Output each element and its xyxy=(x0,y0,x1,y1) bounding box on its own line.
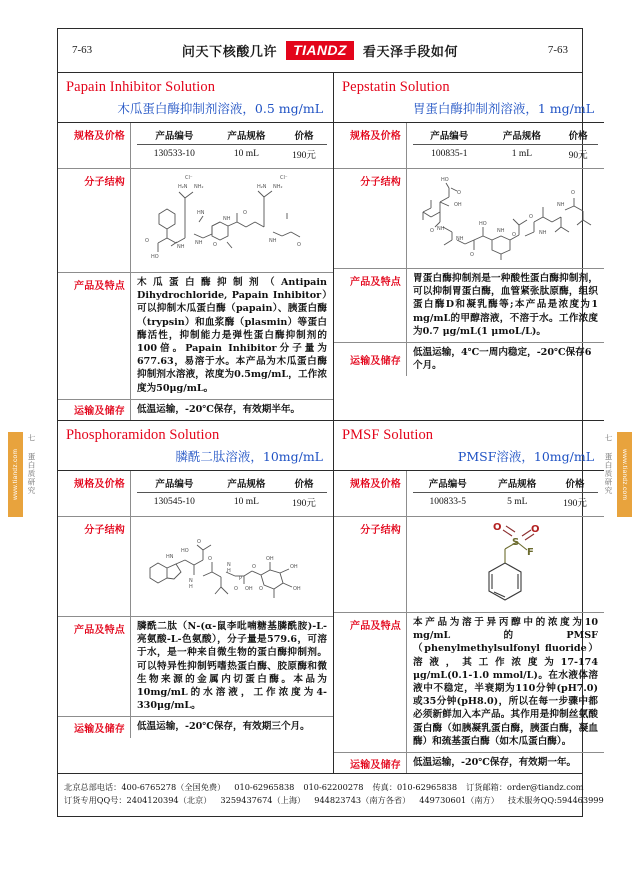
col-size: 产品规格 xyxy=(483,475,553,493)
product-title: Phosphoramidon Solution xyxy=(66,427,220,444)
product-subtitle: 木瓜蛋白酶抑制剂溶液，0.5 mg/mL xyxy=(117,101,323,116)
row-label-spec-price: 规格及价格 xyxy=(74,131,125,142)
footer-qq-shanghai: 3259437674（上海） xyxy=(220,795,306,805)
product-subtitle: 胃蛋白酶抑制剂溶液，1 mg/mL xyxy=(412,101,594,116)
product-panel xyxy=(58,421,334,773)
product-panel xyxy=(58,73,334,421)
features-row xyxy=(58,273,333,400)
cell-code: 130545-10 xyxy=(153,497,195,508)
svg-text:N: N xyxy=(226,562,231,569)
cell-price: 190元 xyxy=(292,151,316,161)
features-row xyxy=(334,269,604,343)
svg-text:HO: HO xyxy=(441,177,449,183)
svg-text:S: S xyxy=(511,537,519,549)
row-label-shipping: 运输及储存 xyxy=(350,759,401,771)
shipping-row xyxy=(58,400,333,420)
margin-section-label-right: 七 蛋白质研究 xyxy=(604,434,613,495)
svg-text:HN: HN xyxy=(197,210,205,216)
svg-text:H₂N: H₂N xyxy=(257,184,267,190)
structure-row xyxy=(334,169,604,269)
svg-text:NH: NH xyxy=(269,238,277,244)
margin-url-left: www.tiandz.com xyxy=(12,448,19,501)
svg-text:O: O xyxy=(492,522,502,534)
cell-size: 5 mL xyxy=(507,497,528,508)
svg-text:Cl⁻: Cl⁻ xyxy=(185,175,193,181)
col-price: 价格 xyxy=(281,127,327,145)
table-row xyxy=(137,145,327,163)
svg-text:N: N xyxy=(188,578,193,585)
col-code: 产品编号 xyxy=(413,127,486,145)
product-title: Papain Inhibitor Solution xyxy=(66,79,216,95)
row-label-features: 产品及特点 xyxy=(350,277,401,288)
cell-price: 190元 xyxy=(563,499,587,510)
pmsf-structure xyxy=(413,520,598,608)
page-footer xyxy=(58,773,604,816)
svg-text:H: H xyxy=(188,584,193,591)
svg-text:O: O xyxy=(297,242,301,248)
svg-text:NH: NH xyxy=(539,230,547,236)
price-table xyxy=(137,475,327,510)
svg-text:F: F xyxy=(526,547,534,559)
svg-text:O: O xyxy=(530,524,540,536)
product-shipping: 低温运输，-20℃保存，有效期一年。 xyxy=(413,757,577,769)
svg-text:NH: NH xyxy=(456,236,464,242)
svg-text:O: O xyxy=(233,586,238,593)
svg-text:OH: OH xyxy=(265,556,274,563)
svg-text:NH: NH xyxy=(557,202,565,208)
footer-qq-support: 技术服务QQ:594463999 xyxy=(507,795,604,805)
product-shipping: 低温运输，4℃一周内稳定，-20℃保存6个月。 xyxy=(413,347,592,372)
product-grid xyxy=(58,73,598,773)
product-subtitle: 膦酰二肽溶液，10mg/mL xyxy=(175,449,323,465)
table-row xyxy=(413,493,598,511)
svg-text:O: O xyxy=(251,564,256,571)
row-label-features: 产品及特点 xyxy=(74,625,125,637)
svg-text:NH: NH xyxy=(497,228,505,234)
footer-phone-3: 010-62200278 xyxy=(303,782,364,792)
spec-price-row xyxy=(58,471,333,517)
page-header xyxy=(58,29,582,73)
svg-text:NH₂: NH₂ xyxy=(273,184,283,190)
table-header-row xyxy=(137,127,327,145)
footer-qq-south: 449730601（南方） xyxy=(419,795,499,805)
product-features: 木瓜蛋白酶抑制剂（Antipain Dihydrochloride, Papain Inhibitor）可以抑制木瓜蛋白酶（papain）、胰蛋白酶（trypsin）和血浆酶（plasmin）等蛋白酶活性，抑制能力是弹性蛋白酶抑制剂的100倍。Papain Inhibitor分子量为677.63，易溶于水。本产品为木瓜蛋白酶抑制剂水溶液，浓度为0.5mg/mL，工作浓度为50μg/mL。 xyxy=(137,277,327,394)
product-features: 胃蛋白酶抑制剂是一种酸性蛋白酶抑制剂，可以抑制胃蛋白酶，血管紧张肽原酶，组织蛋白酶D和凝乳酶等;本产品是浓度为1 mg/mL的甲醇溶液，不溶于水。工作浓度为0.7 μg/mL(1 μmoL/L)。 xyxy=(413,273,598,337)
svg-text:HO: HO xyxy=(151,254,159,260)
col-size: 产品规格 xyxy=(212,475,281,493)
margin-url-right: www.tiandz.com xyxy=(621,448,628,501)
svg-text:OH: OH xyxy=(454,202,462,208)
slogan-right: 看天泽手段如何 xyxy=(362,45,459,60)
svg-text:O: O xyxy=(145,238,149,244)
cell-price: 190元 xyxy=(292,499,316,510)
footer-phone-2: 010-62965838 xyxy=(234,782,295,792)
product-subtitle: PMSF溶液，10mg/mL xyxy=(457,449,594,465)
table-header-row xyxy=(137,475,327,493)
svg-text:O: O xyxy=(430,228,434,234)
spec-price-row xyxy=(334,471,604,517)
svg-text:H₂N: H₂N xyxy=(178,184,188,190)
svg-text:P: P xyxy=(238,576,242,583)
svg-text:HN: HN xyxy=(165,554,173,561)
phosphoramidon-structure xyxy=(137,520,327,612)
col-size: 产品规格 xyxy=(486,127,559,145)
cell-size: 1 mL xyxy=(511,149,533,159)
row-label-structure: 分子结构 xyxy=(84,525,125,537)
footer-hq-phone: 北京总部电话：400-6765278（全国免费） xyxy=(64,782,226,792)
row-label-features: 产品及特点 xyxy=(350,621,401,633)
footer-contact-line-2 xyxy=(64,794,604,807)
row-label-structure: 分子结构 xyxy=(360,525,401,537)
svg-text:O: O xyxy=(529,214,533,220)
col-price: 价格 xyxy=(281,475,327,493)
row-label-structure: 分子结构 xyxy=(84,177,125,188)
footer-qq-beijing: 订货专用QQ号：2404120394（北京） xyxy=(64,795,212,805)
svg-text:O: O xyxy=(512,232,516,238)
product-panel xyxy=(334,73,604,421)
svg-text:OH: OH xyxy=(292,586,301,593)
svg-text:OH: OH xyxy=(244,586,253,593)
product-title: Pepstatin Solution xyxy=(342,79,450,95)
price-table xyxy=(413,127,598,162)
svg-text:OH: OH xyxy=(289,564,298,571)
row-label-shipping: 运输及储存 xyxy=(350,356,401,368)
row-label-spec-price: 规格及价格 xyxy=(74,479,125,491)
svg-text:O: O xyxy=(457,190,461,196)
row-label-spec-price: 规格及价格 xyxy=(350,131,401,142)
row-label-features: 产品及特点 xyxy=(74,281,125,292)
pepstatin-structure xyxy=(413,172,598,264)
svg-text:H: H xyxy=(226,568,231,575)
svg-text:HO: HO xyxy=(180,548,189,555)
svg-text:NH: NH xyxy=(223,216,231,222)
row-label-shipping: 运输及储存 xyxy=(74,724,125,736)
table-row xyxy=(413,145,598,163)
structure-row xyxy=(334,517,604,613)
margin-section-label-left: 七 蛋白质研究 xyxy=(27,434,36,495)
svg-text:O: O xyxy=(258,586,263,593)
antipain-dihydrochloride-structure xyxy=(137,172,327,268)
col-code: 产品编号 xyxy=(137,127,212,145)
price-table xyxy=(137,127,327,162)
svg-text:NH: NH xyxy=(437,226,445,232)
footer-fax: 传真：010-62965838 xyxy=(372,782,458,792)
shipping-row xyxy=(334,753,604,773)
spec-price-row xyxy=(58,123,333,169)
product-panel xyxy=(334,421,604,773)
cell-code: 100833-5 xyxy=(429,497,466,508)
svg-text:NH: NH xyxy=(195,240,203,246)
spec-price-row xyxy=(334,123,604,169)
folio-left: 7-63 xyxy=(72,44,93,56)
table-header-row xyxy=(413,475,598,493)
table-header-row xyxy=(413,127,598,145)
product-features: 膦酰二肽（N-(α-鼠李吡喃糖基膦酰胺)-L-亮氨酸-L-色氨酸），分子量是579.6，可溶于水，是一种来自微生物的蛋白酶抑制剂。可以特异性抑制钙嗜热蛋白酶、胶原酶和微生物来源的金属内切蛋白酶。本品为10mg/mL的水溶液，工作浓度为4-330μg/mL。 xyxy=(137,621,327,712)
cell-price: 90元 xyxy=(568,151,588,161)
row-label-structure: 分子结构 xyxy=(360,177,401,188)
structure-row xyxy=(58,517,333,617)
folio-right: 7-63 xyxy=(547,44,568,56)
svg-text:NH: NH xyxy=(177,244,185,250)
slogan-left: 问天下核酸几许 xyxy=(181,45,278,60)
product-features: 本产品为溶于异丙醇中的浓度为10 mg/mL的PMSF（phenylmethylsulfonyl fluoride）溶液，其工作浓度为17-174 μg/mL(0.1-1.0 mmol/L)。在水液体溶液中不稳定，半衰期为110分钟(pH7.0)或35分钟(pH8.0)，所以在每一步骤中都必须新鲜加入本产品。其作用是抑制丝氨酸蛋白酶（如胰凝乳蛋白酶，胰蛋白酶，凝血酶）和巯基蛋白酶（如木瓜蛋白酶）。 xyxy=(413,617,598,747)
svg-text:O: O xyxy=(196,539,201,546)
svg-text:O: O xyxy=(207,556,212,563)
svg-text:HO: HO xyxy=(479,221,487,227)
col-code: 产品编号 xyxy=(413,475,483,493)
cell-size: 10 mL xyxy=(233,149,259,159)
col-price: 价格 xyxy=(558,127,598,145)
features-row xyxy=(58,617,333,717)
svg-text:NH₂: NH₂ xyxy=(194,184,204,190)
col-size: 产品规格 xyxy=(212,127,281,145)
footer-qq-south-provinces: 944823743（南方各省） xyxy=(314,795,411,805)
cell-code: 100835-1 xyxy=(431,149,468,159)
row-label-spec-price: 规格及价格 xyxy=(350,479,401,491)
tiandz-logo: TIANDZ xyxy=(286,41,354,60)
product-title: PMSF Solution xyxy=(342,427,434,444)
price-table xyxy=(413,475,598,510)
svg-text:O: O xyxy=(213,242,217,248)
product-shipping: 低温运输，-20℃保存，有效期半年。 xyxy=(137,403,301,415)
product-shipping: 低温运输，-20℃保存，有效期三个月。 xyxy=(137,721,310,733)
svg-text:O: O xyxy=(470,252,474,258)
col-code: 产品编号 xyxy=(137,475,212,493)
shipping-row xyxy=(334,343,604,376)
svg-text:Cl⁻: Cl⁻ xyxy=(280,175,288,181)
col-price: 价格 xyxy=(552,475,598,493)
page-frame xyxy=(57,28,604,817)
cell-code: 130533-10 xyxy=(153,149,195,159)
shipping-row xyxy=(58,717,333,737)
footer-email: 订货邮箱：order@tiandz.com xyxy=(466,782,584,792)
table-row xyxy=(137,493,327,511)
features-row xyxy=(334,613,604,753)
cell-size: 10 mL xyxy=(233,497,259,508)
structure-row xyxy=(58,169,333,273)
row-label-shipping: 运输及储存 xyxy=(74,406,125,418)
svg-text:O: O xyxy=(571,190,575,196)
svg-text:O: O xyxy=(243,210,247,216)
footer-contact-line-1 xyxy=(64,781,584,794)
